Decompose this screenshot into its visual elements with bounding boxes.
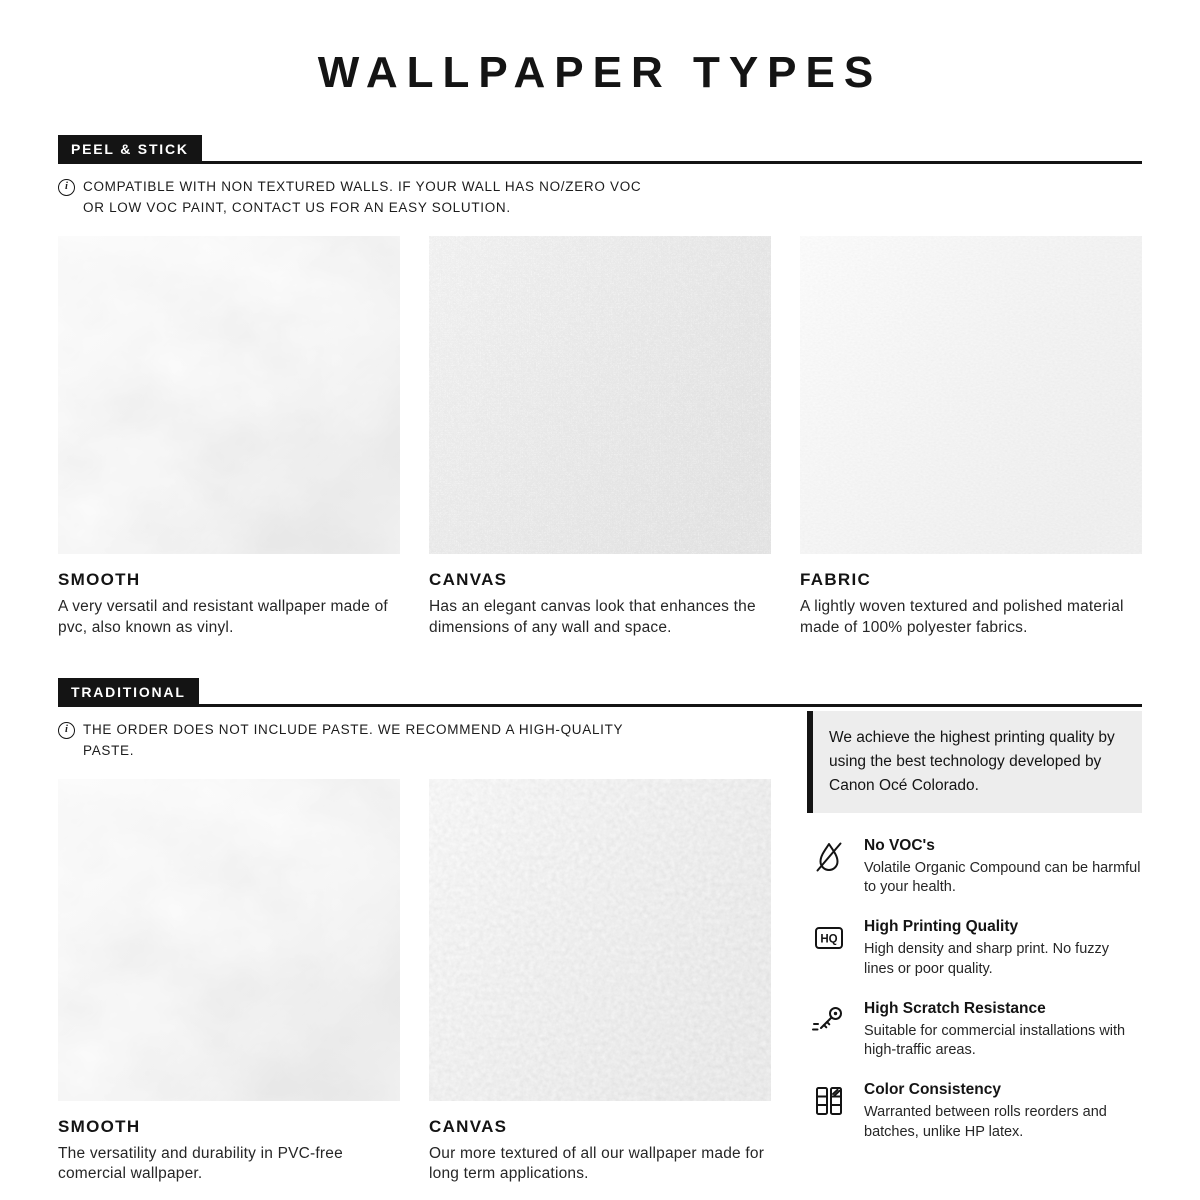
card-description: Has an elegant canvas look that enhances the dimensions of any wall and space.: [429, 597, 756, 636]
feature-description: Volatile Organic Compound can be harmful to your health.: [864, 859, 1141, 896]
scratch-resistance-icon: [807, 1000, 851, 1061]
traditional-cards: [58, 779, 771, 1186]
no-voc-icon: [807, 837, 851, 898]
feature-description: Suitable for commercial installations with high-traffic areas.: [864, 1022, 1126, 1059]
traditional-body: [58, 707, 1142, 1186]
section-peel-stick: [58, 134, 1142, 639]
note-text: THE ORDER DOES NOT INCLUDE PASTE. WE RECOMMEND A HIGH-QUALITY PASTE.: [83, 721, 624, 758]
card-title: CANVAS: [429, 1116, 508, 1136]
card-title: CANVAS: [429, 569, 508, 589]
card-fabric: [800, 236, 1142, 639]
info-icon: [58, 722, 75, 739]
feature-scratch-resistance: [807, 1000, 1142, 1061]
card-canvas: [429, 236, 771, 639]
info-icon: [58, 179, 75, 196]
canvas-rough-texture-image: [429, 779, 771, 1101]
traditional-left-column: [58, 707, 771, 1186]
texture-swatch-smooth: [58, 236, 400, 554]
section-header-peel-stick: [58, 134, 1142, 164]
fabric-texture-image: [800, 236, 1142, 554]
card-smooth-traditional: [58, 779, 400, 1186]
feature-title: High Scratch Resistance: [864, 999, 1046, 1017]
peel-stick-cards: [58, 236, 1142, 639]
canvas-texture-image: [429, 236, 771, 554]
section-traditional: [58, 677, 1142, 1186]
smooth-texture-image: [58, 779, 400, 1101]
note-text: COMPATIBLE WITH NON TEXTURED WALLS. IF YOUR WALL HAS NO/ZERO VOC OR LOW VOC PAINT, CONTACT US FOR AN EASY SOLUTION.: [83, 179, 642, 215]
card-description: The versatility and durability in PVC-free comercial wallpaper.: [58, 1144, 343, 1183]
texture-swatch-canvas: [429, 236, 771, 554]
color-consistency-icon: [807, 1081, 851, 1142]
card-description: A very versatil and resistant wallpaper made of pvc, also known as vinyl.: [58, 597, 388, 636]
feature-high-printing-quality: [807, 918, 1142, 979]
card-title: SMOOTH: [58, 1116, 141, 1136]
right-info-column: [807, 707, 1142, 1142]
texture-swatch-canvas-rough: [429, 779, 771, 1101]
feature-description: High density and sharp print. No fuzzy lines or poor quality.: [864, 941, 1110, 977]
feature-title: High Printing Quality: [864, 918, 1019, 936]
hq-icon-label: HQ: [820, 933, 838, 946]
card-smooth: [58, 236, 400, 639]
feature-no-voc: [807, 837, 1142, 898]
texture-swatch-fabric: [800, 236, 1142, 554]
feature-title: No VOC's: [864, 836, 935, 854]
feature-description: Warranted between rolls reorders and batches, unlike HP latex.: [864, 1104, 1107, 1140]
page-title: WALLPAPER TYPES: [317, 48, 883, 97]
feature-color-consistency: [807, 1081, 1142, 1142]
feature-list: [807, 837, 1142, 1142]
feature-title: Color Consistency: [864, 1081, 1001, 1099]
card-title: SMOOTH: [58, 569, 141, 589]
card-description: Our more textured of all our wallpaper made for long term applications.: [429, 1144, 765, 1183]
card-canvas-traditional: [429, 779, 771, 1186]
texture-swatch-smooth: [58, 779, 400, 1101]
card-title: FABRIC: [800, 569, 872, 589]
section-header-traditional: [58, 677, 1142, 707]
card-description: A lightly woven textured and polished material made of 100% polyester fabrics.: [800, 597, 1124, 636]
printing-quality-quote: We achieve the highest printing quality by using the best technology developed by Canon Océ Colorado.: [807, 711, 1142, 813]
note-peel-stick: [58, 177, 1142, 219]
section-label-peel-stick: PEEL & STICK: [58, 135, 202, 162]
high-printing-quality-icon: [807, 918, 851, 979]
smooth-texture-image: [58, 236, 400, 554]
note-traditional: [58, 720, 771, 762]
section-label-traditional: TRADITIONAL: [58, 678, 199, 705]
